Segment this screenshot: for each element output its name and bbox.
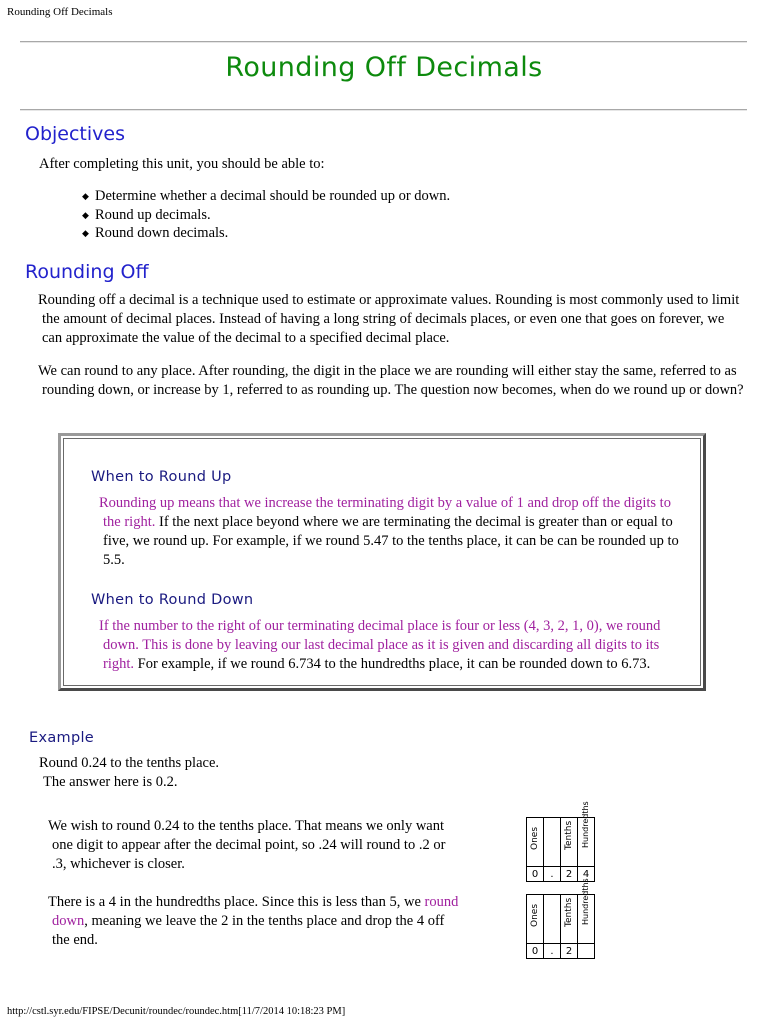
digit-hundredths: 4 bbox=[578, 867, 595, 882]
bullet-icon: ◆ bbox=[82, 228, 89, 238]
round-down-explanation: For example, if we round 6.734 to the hundredths place, it can be rounded down to 6.73. bbox=[134, 656, 651, 672]
rounding-off-paragraph-2: We can round to any place. After rounding, the digit in the place we are rounding will either stay the same, referred to as rounding down, or increase by 1, referred to as rounding up. The question now becomes, when do we round up or down? bbox=[38, 363, 744, 398]
column-header-tenths: Tenths bbox=[561, 895, 578, 944]
digit-ones: 0 bbox=[527, 867, 544, 882]
example-problem: Round 0.24 to the tenths place. bbox=[39, 755, 220, 771]
decimal-point: . bbox=[544, 867, 561, 882]
page-title: Rounding Off Decimals bbox=[225, 52, 543, 83]
browser-header-title: Rounding Off Decimals bbox=[7, 6, 113, 18]
digit-hundredths bbox=[578, 944, 595, 959]
list-item: ◆ Round up decimals. bbox=[82, 206, 211, 223]
column-header-hundredths: Hundredths bbox=[578, 818, 595, 867]
round-down-heading: When to Round Down bbox=[91, 592, 254, 608]
top-divider bbox=[20, 41, 747, 43]
column-header-ones: Ones bbox=[527, 895, 544, 944]
example-heading: Example bbox=[29, 730, 95, 746]
column-header-tenths: Tenths bbox=[561, 818, 578, 867]
objectives-list bbox=[78, 187, 450, 243]
example-step-2: There is a 4 in the hundredths place. Since this is less than 5, we round down, meaning we leave the 2 in the tenths place and drop the 4 off the end. bbox=[48, 894, 459, 948]
round-up-text bbox=[99, 494, 688, 570]
round-down-link[interactable]: round down bbox=[52, 894, 459, 929]
digit-tenths: 2 bbox=[561, 867, 578, 882]
browser-footer-url: http://cstl.syr.edu/FIPSE/Decunit/roundec/roundec.htm[11/7/2014 10:18:23 PM] bbox=[7, 1006, 346, 1017]
bullet-icon: ◆ bbox=[82, 209, 89, 220]
objectives-heading: Objectives bbox=[25, 123, 125, 145]
example-answer: The answer here is 0.2. bbox=[43, 774, 178, 790]
column-header-ones: Ones bbox=[527, 818, 544, 867]
round-down-definition: If the number to the right of our terminating decimal place is four or less (4, 3, 2, 1, 0), we round down. This is done by leaving our last decimal place as it is given and discarding all digits to its right. bbox=[99, 618, 661, 672]
objectives-intro: After completing this unit, you should be able to: bbox=[39, 156, 325, 172]
bullet-icon: ◆ bbox=[82, 191, 89, 201]
column-header-point bbox=[544, 895, 561, 944]
round-down-text bbox=[99, 617, 693, 674]
round-up-explanation: If the next place beyond where we are terminating the decimal is greater than or equal to five, we round up. For example, if we round 5.47 to the tenths place, it can be can be rounded up to 5.5. bbox=[103, 514, 679, 568]
rounding-off-heading: Rounding Off bbox=[25, 261, 149, 283]
round-up-heading: When to Round Up bbox=[91, 469, 232, 485]
place-value-chart-1 bbox=[526, 801, 595, 882]
column-header-hundredths: Hundredths bbox=[578, 895, 595, 944]
place-value-chart-2 bbox=[526, 878, 595, 959]
column-header-point bbox=[544, 818, 561, 867]
rounding-off-paragraph-1: Rounding off a decimal is a technique used to estimate or approximate values. Rounding is most commonly used to limit the amount of decimal places. Instead of having a long string of decimals places, or even one that goes on forever, we can approximate the value of the decimal to a specified decimal place. bbox=[38, 292, 740, 346]
example-step-1: We wish to round 0.24 to the tenths place. That means we only want one digit to appear after the decimal point, so .24 will round to .2 or .3, whichever is closer. bbox=[48, 818, 446, 872]
digit-tenths: 2 bbox=[561, 944, 578, 959]
rules-box bbox=[58, 433, 706, 691]
list-item: ◆ Round down decimals. bbox=[82, 225, 229, 241]
list-item: ◆ Determine whether a decimal should be rounded up or down. bbox=[82, 188, 451, 204]
title-divider bbox=[20, 109, 747, 111]
digit-ones: 0 bbox=[527, 944, 544, 959]
round-up-definition: Rounding up means that we increase the terminating digit by a value of 1 and drop off the digits to the right. bbox=[99, 495, 671, 530]
decimal-point: . bbox=[544, 944, 561, 959]
